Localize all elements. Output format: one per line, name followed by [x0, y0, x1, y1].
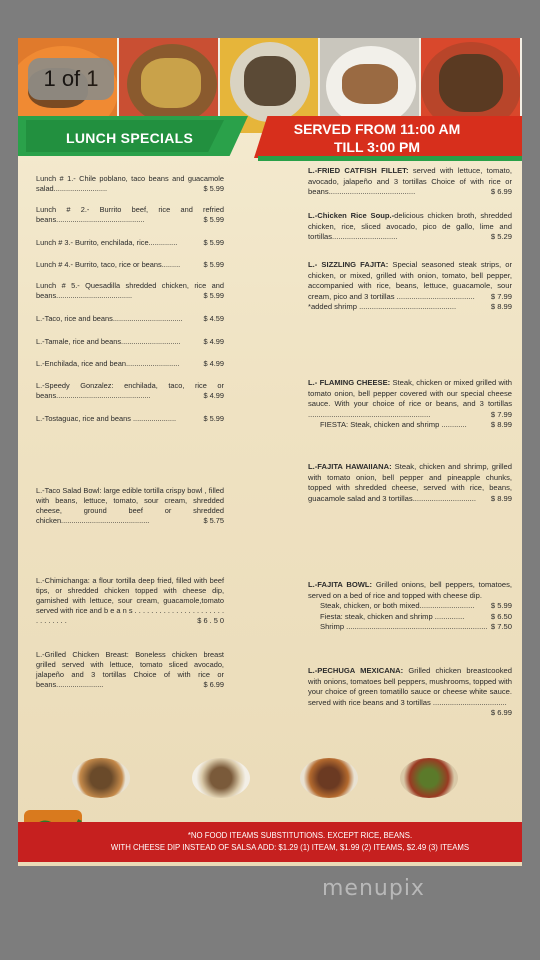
fajita-bowl-option: Steak, chicken, or both mixed.......................... $ 5.99	[320, 601, 512, 610]
banner-accent-strip	[258, 156, 522, 161]
menu-item-tamale: L.-Tamale, rice and beans............................. $ 4.99	[36, 337, 224, 346]
menu-item-speedy-gonzalez: L.-Speedy Gonzalez: enchilada, taco, rice or beans.............................................. $ 4.99	[36, 381, 224, 400]
menu-item-fried-catfish: L.-FRIED CATFISH FILLET: served with lettuce, tomato, avocado, jalapeño and 3 tortillas Choice of with rice or beans......................................... $ 6.99	[308, 166, 512, 196]
served-hours-text	[292, 120, 462, 156]
dish-photo-3	[300, 758, 358, 798]
dish-photo-2	[192, 758, 250, 798]
footer-notice-bar	[18, 822, 522, 862]
menu-item-taco: L.-Taco, rice and beans.................................. $ 4.59	[36, 314, 224, 323]
dish-photo-4	[400, 758, 458, 798]
menu-item-taco-salad-bowl: L.-Taco Salad Bowl: large edible tortilla crispy bowl , filled with beans, lettuce, tomato, sour cream, shredded cheese, ground beef or shredded chicken........................................... $ 5.75	[36, 486, 224, 525]
page-count-badge: 1 of 1	[28, 58, 114, 100]
lunch-specials-title: LUNCH SPECIALS	[66, 130, 194, 146]
menupix-watermark: menupix	[322, 876, 425, 901]
footer-no-substitutions: *NO FOOD ITEAMS SUBSTITUTIONS. EXCEPT RICE, BEANS.	[187, 831, 413, 840]
menu-item-lunch-1: Lunch # 1.- Chile poblano, taco beans and guacamole salad.......................... $ 5.99	[36, 174, 224, 193]
menu-sheet	[18, 38, 522, 866]
menu-item-grilled-chicken-breast: L.-Grilled Chicken Breast: Boneless chicken breast grilled served with lettuce, tomato sliced avocado, jalapeño and 3 tortillas Choice of with rice or beans....................... $ 6.99	[36, 650, 224, 689]
footer-cheese-dip-prices: WITH CHEESE DIP INSTEAD OF SALSA ADD: $1.29 (1) ITEAM, $1.99 (2) ITEAMS, $2.49 (3) ITEAMS	[110, 843, 470, 852]
menu-item-chicken-rice-soup: L.-Chicken Rice Soup.-delicious chicken broth, shredded chicken, rice, sliced avocado, pico de gallo, lime and tortillas............................... $ 5.29	[308, 211, 512, 241]
menu-item-lunch-5: Lunch # 5.- Quesadilla shredded chicken, rice and beans..................................... $ 5.99	[36, 281, 224, 300]
menu-item-lunch-4: Lunch # 4.- Burrito, taco, rice or beans......... $ 5.99	[36, 260, 224, 269]
menu-item-enchilada: L.-Enchilada, rice and bean.......................... $ 4.99	[36, 359, 224, 368]
menu-item-fajita-hawaiiana: L.-FAJITA HAWAIIANA: Steak, chicken and shrimp, grilled with tomato onion, bell pepper and pineapple chunks, topped with shredded cheese, served with rice, beans, guacamole salad and 3 tortillas.............................. $ 8.99	[308, 462, 512, 503]
dish-photo-row	[68, 756, 468, 798]
menu-item-flaming-cheese: L.- FLAMING CHEESE: Steak, chicken or mixed grilled with tomato onion, bell pepper covered with our special cheese sauce. With your choice of rice or beans, and 3 tortillas .......................................................... $ 7.99 FIESTA: Steak, chicken and shrimp ............ $ 8.99	[308, 378, 512, 429]
fajita-bowl-option: Shrimp ................................................................... $ 7.50	[320, 622, 512, 631]
menu-item-pechuga-mexicana: L.-PECHUGA MEXICANA: Grilled chicken breastcooked with onions, tomatoes bell peppers, mushrooms, topped with your choice of green tomatillo sauce or cheese white sauce. served with rice beans and 3 tortillas ................................... $ 6.99	[308, 666, 512, 717]
served-from: SERVED FROM 11:00 AM	[293, 121, 461, 137]
menu-item-sizzling-fajita: L.- SIZZLING FAJITA: Special seasoned steak strips, or chicken, or mixed, grilled with onion, tomato, bell pepper, accompanied with rice, beans, lettuce, guacamole, sour cream, pico and 3 tortillas ..................................... $ 7.99 *added shrimp .............................................. $ 8.99	[308, 260, 512, 311]
menu-item-tostaguac: L.-Tostaguac, rice and beans ..................... $ 5.99	[36, 414, 224, 423]
served-till: TILL 3:00 PM	[333, 139, 421, 155]
menu-item-lunch-2: Lunch # 2.- Burrito beef, rice and refried beans........................................... $ 5.99	[36, 205, 224, 224]
menu-item-fajita-bowl: L.-FAJITA BOWL: Grilled onions, bell peppers, tomatoes, served on a bed of rice and topped with cheese dip. Steak, chicken, or both mixed.......................... $ 5.99 Fiesta: steak, chicken and shrimp .............. $ 6.50 Shrimp ................................................................... $ 7.50	[308, 580, 512, 631]
menu-item-chimichanga: L.-Chimichanga: a flour tortilla deep fried, filled with beef tips, or shredded chicken topped with cheese dip, garnished with lettuce, sour cream, guacamole,tomato served with rice and b e a n s . . . . . . . . . . . . . . . . . . . . . . . . . . . . . . $ 6 . 5 0	[36, 576, 224, 625]
menu-item-lunch-3: Lunch # 3.- Burrito, enchilada, rice.............. $ 5.99	[36, 238, 224, 247]
dish-photo-1	[72, 758, 130, 798]
fajita-bowl-option: Fiesta: steak, chicken and shrimp .............. $ 6.50	[320, 611, 512, 621]
